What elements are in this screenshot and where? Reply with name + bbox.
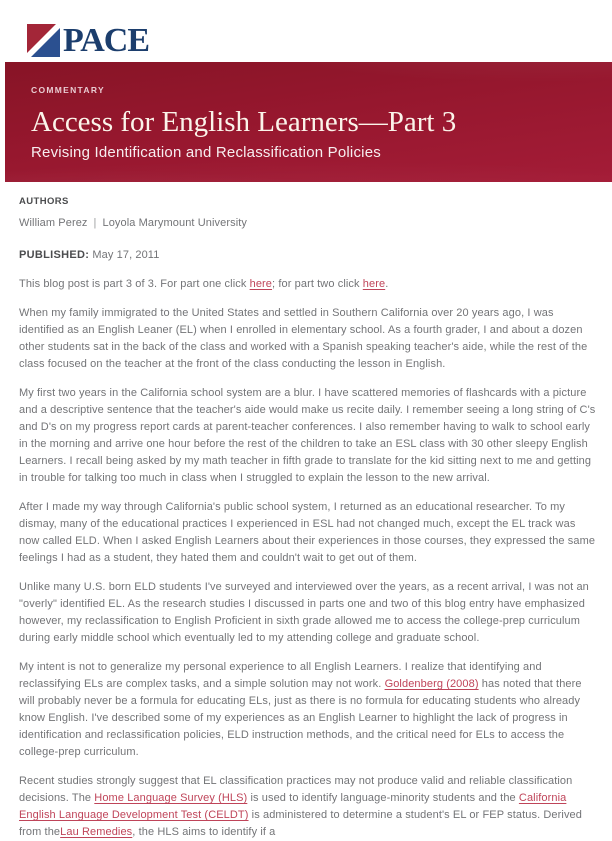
inline-link[interactable]: Home Language Survey (HLS) — [94, 792, 248, 804]
page-title: Access for English Learners—Part 3 — [31, 106, 457, 138]
authors-label: AUTHORS — [19, 196, 69, 207]
text-run: , the HLS aims to identify if a — [132, 826, 276, 838]
paragraph — [19, 385, 599, 487]
text-run: My first two years in the California school system are a blur. I have scattered memories of flashcards with a picture and a descriptive sentence that the teacher's aide would make us recite daily. I remember seeing a long string of C's and D's on my progress report cards at parent-teacher conferences. I also remember having to walk to school early in the morning and arrive one hour before the rest of the children to take an ESL class with 30 other sleepy English Learners. I recall being asked by my math teacher in fifth grade to translate for the kid sitting next to me and getting in trouble for talking too much in class when I struggled to explain the lesson to the new arrival. — [19, 387, 596, 484]
pace-logo-icon — [27, 24, 60, 57]
paragraph — [19, 499, 599, 567]
text-run: . — [385, 278, 389, 290]
author-separator: | — [93, 217, 97, 229]
article-paragraphs — [19, 276, 599, 841]
inline-link[interactable]: Goldenberg (2008) — [384, 678, 479, 690]
author-line — [19, 215, 599, 232]
published-date: May 17, 2011 — [92, 249, 160, 261]
inline-link[interactable]: here — [249, 278, 273, 290]
text-run: This blog post is part 3 of 3. For part one click — [19, 278, 250, 290]
paragraph — [19, 659, 599, 761]
text-run: ; for part two click — [272, 278, 363, 290]
commentary-banner — [5, 62, 612, 182]
author-name: William Perez — [19, 217, 88, 229]
paragraph — [19, 276, 599, 293]
author-affiliation: Loyola Marymount University — [102, 217, 248, 229]
text-run: is administered to determine a student's EL or FEP status. Derived from the — [19, 809, 582, 838]
eyebrow-label: COMMENTARY — [31, 85, 105, 95]
page-subtitle: Revising Identification and Reclassification Policies — [31, 144, 381, 161]
paragraph — [19, 305, 599, 373]
published-line — [19, 247, 599, 264]
text-run: is used to identify language-minority students and the — [247, 792, 519, 804]
text-run: Recent studies strongly suggest that EL classification practices may not produce valid and reliable classification decisions. The — [19, 775, 573, 804]
text-run: After I made my way through California's public school system, I returned as an educational researcher. To my dismay, many of the educational practices I experienced in ESL had not changed much, except the EL track was now called ELD. When I asked English Learners about their experiences in those courses, they expressed the same feelings I had as a student, they hated them and couldn't wait to get out of them. — [19, 501, 596, 564]
text-run: When my family immigrated to the United States and settled in Southern California over 20 years ago, I was identified as an English Leaner (EL) when I enrolled in elementary school. As a fourth grader, I and about a dozen other students sat in the back of the class and worked with a Spanish speaking teacher's aide, while the rest of the class focused on the teacher at the front of the class conducting the lesson in English. — [19, 307, 588, 370]
pace-logo[interactable] — [27, 24, 157, 57]
text-run: has noted that there will probably never be a formula for educating ELs, just as there is no formula for educating students who already know English. I've described some of my experiences as an English Learner to highlight the lack of progress in identification and reclassification policies, ELD instruction methods, and the critical need for ELs to access the college-prep curriculum. — [19, 678, 582, 758]
paragraph — [19, 773, 599, 841]
text-run: Unlike many U.S. born ELD students I've surveyed and interviewed over the years, as a recent arrival, I was not an "overly" identified EL. As the research studies I discussed in parts one and two of this blog entry have emphasized however, my reclassification to English Proficient in sixth grade allowed me to access the college-prep curriculum during early middle school which eventually led to my attending college and graduate school. — [19, 581, 589, 644]
inline-link[interactable]: here — [362, 278, 386, 290]
inline-link[interactable]: Lau Remedies — [60, 826, 133, 838]
text-run: My intent is not to generalize my personal experience to all English Learners. I realize that identifying and reclassifying ELs are complex tasks, and a simple solution may not work. — [19, 661, 542, 690]
site-header — [0, 0, 612, 62]
inline-link[interactable]: California English Language Development Test (CELDT) — [19, 792, 567, 821]
published-label: PUBLISHED: — [19, 249, 90, 261]
paragraph — [19, 579, 599, 647]
article — [19, 182, 599, 841]
pace-logo-wordmark: PACE — [63, 22, 150, 59]
